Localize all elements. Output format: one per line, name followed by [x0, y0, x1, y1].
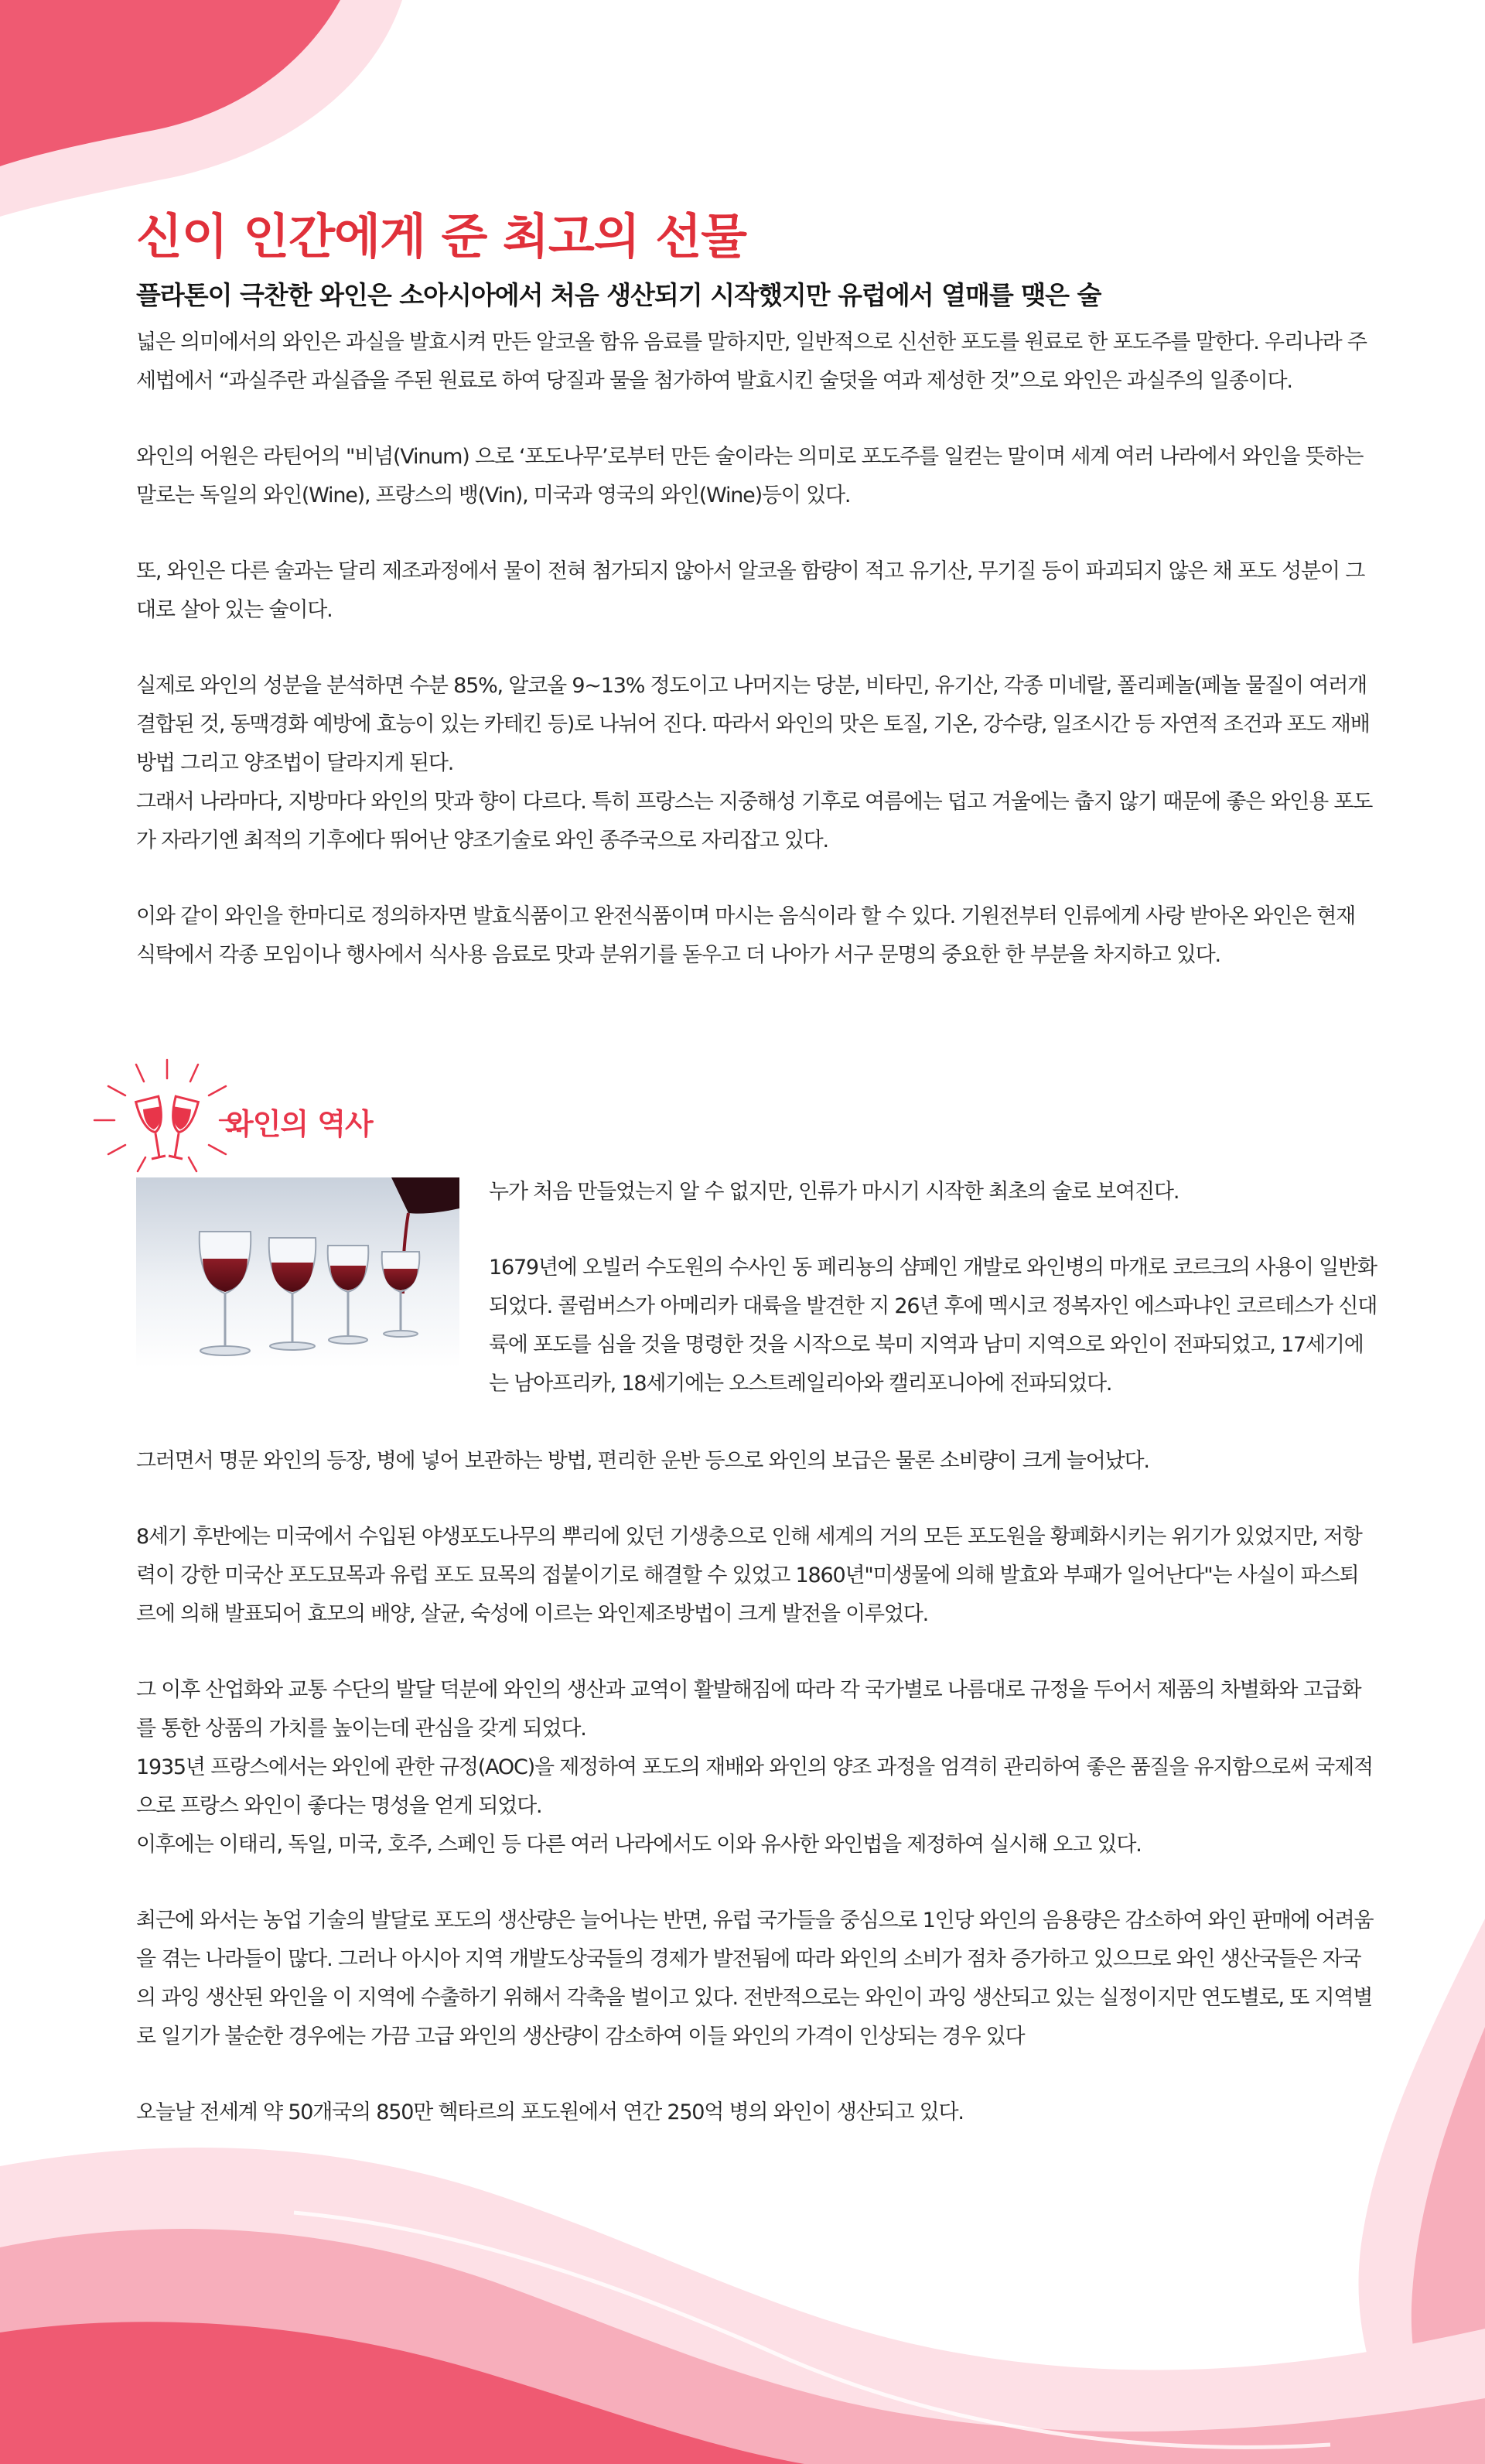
- wine-glasses-cheers-icon: [90, 1058, 244, 1174]
- intro-paragraph: 실제로 와인의 성분을 분석하면 수분 85%, 알코올 9~13% 정도이고 나머지는 당분, 비타민, 유기산, 각종 미네랄, 폴리페놀(페놀 물질이 여러개 결합된 것, 동맥경화 예방에 효능이 있는 카테킨 등)로 나뉘어 진다. 따라서 와인의 맛은 토질, 기온, 강수량, 일조시간 등 자연적 조건과 포도 재배방법 그리고 양조법이 달라지게 된다. 그래서 나라마다, 지방마다 와인의 맛과 향이 다르다. 특히 프랑스는 지중해성 기후로 여름에는 덥고 겨울에는 춥지 않기 때문에 좋은 와인용 포도가 자라기엔 최적의 기후에다 뛰어난 양조기술로 와인 종주국으로 자리잡고 있다.: [136, 674, 1373, 853]
- intro-paragraph: 이와 같이 와인을 한마디로 정의하자면 발효식품이고 완전식품이며 마시는 음식이라 할 수 있다. 기원전부터 인류에게 사랑 받아온 와인은 현재 식탁에서 각종 모임이나 행사에서 식사용 음료로 맛과 분위기를 돋우고 더 나아가 서구 문명의 중요한 한 부분을 차지하고 있다.: [136, 904, 1356, 967]
- intro-paragraph: 와인의 어원은 라틴어의 "비넘(Vinum) 으로 ‘포도나무’로부터 만든 술이라는 의미로 포도주를 일컫는 말이며 세계 여러 나라에서 와인을 뜻하는 말로는 독일의 와인(Wine), 프랑스의 뱅(Vin), 미국과 영국의 와인(Wine)등이 있다.: [136, 445, 1364, 507]
- history-paragraph: 최근에 와서는 농업 기술의 발달로 포도의 생산량은 늘어나는 반면, 유럽 국가들을 중심으로 1인당 와인의 음용량은 감소하여 와인 판매에 어려움을 겪는 나라들이 많다. 그러나 아시아 지역 개발도상국들의 경제가 발전됨에 따라 와인의 소비가 점차 증가하고 있으므로 와인 생산국들은 자국의 과잉 생산된 와인을 이 지역에 수출하기 위해서 각축을 벌이고 있다. 전반적으로는 와인이 과잉 생산되고 있는 실정이지만 연도별로, 또 지역별로 일기가 불순한 경우에는 가끔 고급 와인의 생산량이 감소하여 이들 와인의 가격이 인상되는 경우 있다: [136, 1909, 1374, 2049]
- intro-paragraph: 넓은 의미에서의 와인은 과실을 발효시켜 만든 알코올 함유 음료를 말하지만, 일반적으로 신선한 포도를 원료로 한 포도주를 말한다. 우리나라 주세법에서 “과실주란 과실즙을 주된 원료로 하여 당질과 물을 첨가하여 발효시킨 술덧을 여과 제성한 것”으로 와인은 과실주의 일종이다.: [136, 330, 1367, 393]
- page-subtitle: 플라톤이 극찬한 와인은 소아시아에서 처음 생산되기 시작했지만 유럽에서 열매를 맺은 술: [136, 280, 1101, 310]
- history-section-title: 와인의 역사: [225, 1107, 373, 1141]
- history-section: [136, 1442, 1374, 2169]
- history-paragraph: 8세기 후반에는 미국에서 수입된 야생포도나무의 뿌리에 있던 기생충으로 인해 세계의 거의 모든 포도원을 황폐화시키는 위기가 있었지만, 저항력이 강한 미국산 포도묘목과 유럽 포도 묘목의 접붙이기로 해결할 수 있었고 1860년"미생물에 의해 발효와 부패가 일어난다"는 사실이 파스퇴르에 의해 발표되어 효모의 배양, 살균, 숙성에 이르는 와인제조방법이 크게 발전을 이루었다.: [136, 1525, 1362, 1626]
- history-section-header: [59, 1058, 461, 1174]
- intro-section: [136, 323, 1374, 1012]
- history-paragraph: 그러면서 명문 와인의 등장, 병에 넣어 보관하는 방법, 편리한 운반 등으로 와인의 보급은 물론 소비량이 크게 늘어났다.: [136, 1449, 1149, 1473]
- history-paragraph: 누가 처음 만들었는지 알 수 없지만, 인류가 마시기 시작한 최초의 술로 보여진다.: [489, 1180, 1179, 1204]
- intro-paragraph: 또, 와인은 다른 술과는 달리 제조과정에서 물이 전혀 첨가되지 않아서 알코올 함량이 적고 유기산, 무기질 등이 파괴되지 않은 채 포도 성분이 그대로 살아 있는 술이다.: [136, 559, 1365, 622]
- history-paragraph: 1679년에 오빌러 수도원의 수사인 동 페리뇽의 샴페인 개발로 와인병의 마개로 코르크의 사용이 일반화 되었다. 콜럼버스가 아메리카 대륙을 발견한 지 26년 후에 멕시코 정복자인 에스파냐인 코르테스가 신대륙에 포도를 심을 것을 명령한 것을 시작으로 북미 지역과 남미 지역으로 와인이 전파되었고, 17세기에는 남아프리카, 18세기에는 오스트레일리아와 캘리포니아에 전파되었다.: [489, 1256, 1377, 1396]
- red-wine-glasses-photo: [136, 1177, 459, 1368]
- history-side-text: [489, 1173, 1378, 1440]
- history-paragraph: 그 이후 산업화와 교통 수단의 발달 덕분에 와인의 생산과 교역이 활발해짐에 따라 각 국가별로 나름대로 규정을 두어서 제품의 차별화와 고급화를 통한 상품의 가치를 높이는데 관심을 갖게 되었다. 1935년 프랑스에서는 와인에 관한 규정(AOC)을 제정하여 포도의 재배와 와인의 양조 과정을 엄격히 관리하여 좋은 품질을 유지함으로써 국제적으로 프랑스 와인이 좋다는 명성을 얻게 되었다. 이후에는 이태리, 독일, 미국, 호주, 스페인 등 다른 여러 나라에서도 이와 유사한 와인법을 제정하여 실시해 오고 있다.: [136, 1678, 1373, 1857]
- history-paragraph: 오늘날 전세계 약 50개국의 850만 헥타르의 포도원에서 연간 250억 병의 와인이 생산되고 있다.: [136, 2100, 964, 2124]
- page-title: 신이 인간에게 준 최고의 선물: [136, 208, 747, 265]
